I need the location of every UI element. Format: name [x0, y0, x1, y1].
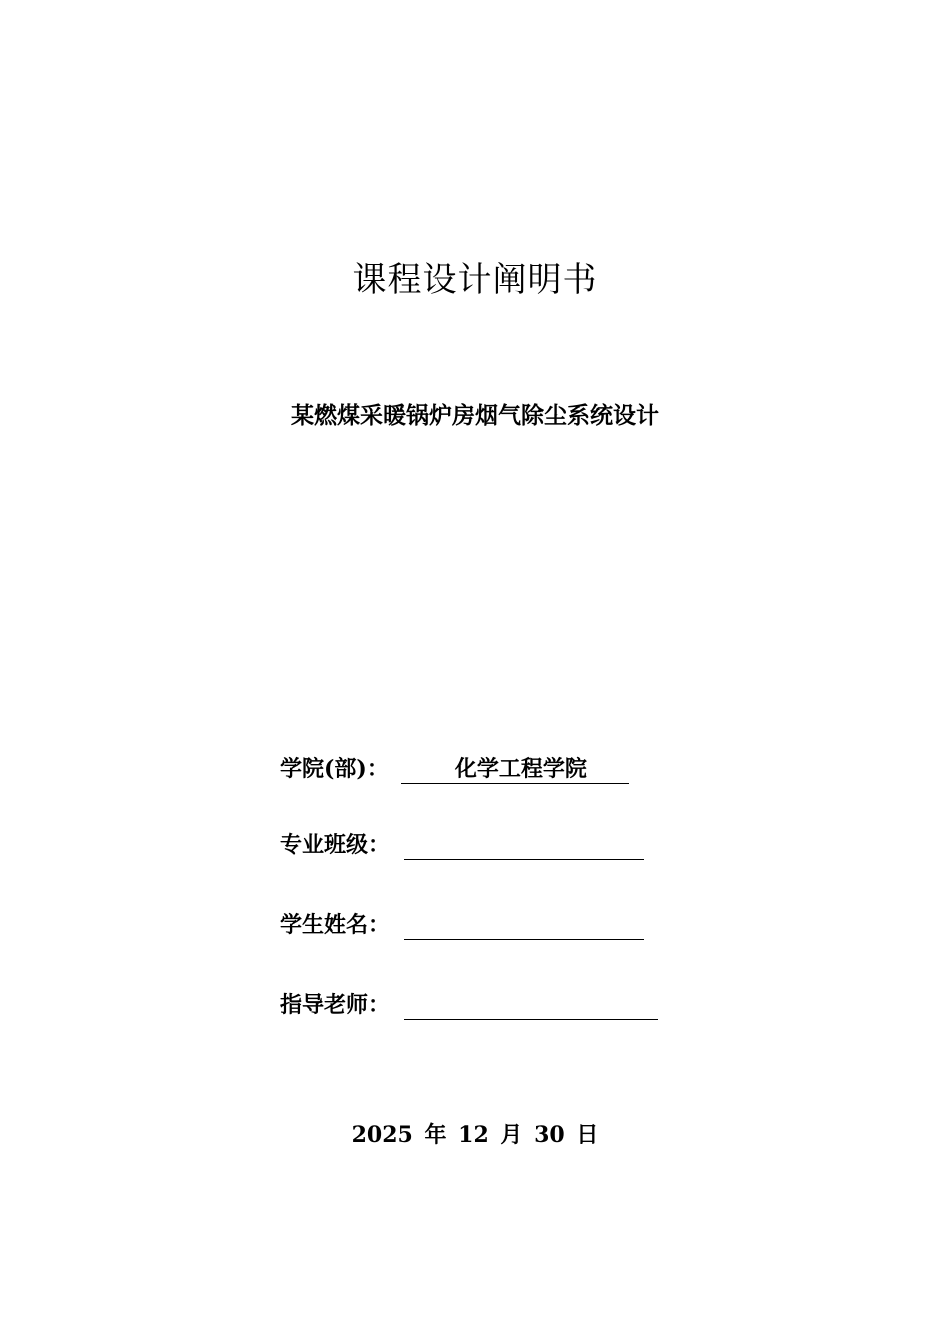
- field-advisor-value: [404, 990, 658, 1020]
- document-subtitle: 某燃煤采暖锅炉房烟气除尘系统设计: [291, 402, 659, 429]
- field-college: [280, 748, 629, 784]
- document-title: 课程设计阐明书: [352, 260, 598, 300]
- field-student-name-label: 学生姓名：: [280, 912, 391, 938]
- field-student-name-value: [404, 910, 644, 940]
- field-major-class-value: [404, 830, 644, 860]
- document-date: 2025 年 12 月 30 日: [351, 1122, 599, 1148]
- field-college-label: 学院(部)：: [280, 756, 389, 782]
- field-student-name: [280, 904, 644, 940]
- field-major-class: [280, 824, 644, 860]
- field-advisor-label: 指导老师：: [280, 992, 391, 1018]
- field-major-class-label: 专业班级：: [280, 832, 391, 858]
- field-college-value: 化学工程学院: [401, 754, 629, 784]
- field-advisor: [280, 984, 658, 1020]
